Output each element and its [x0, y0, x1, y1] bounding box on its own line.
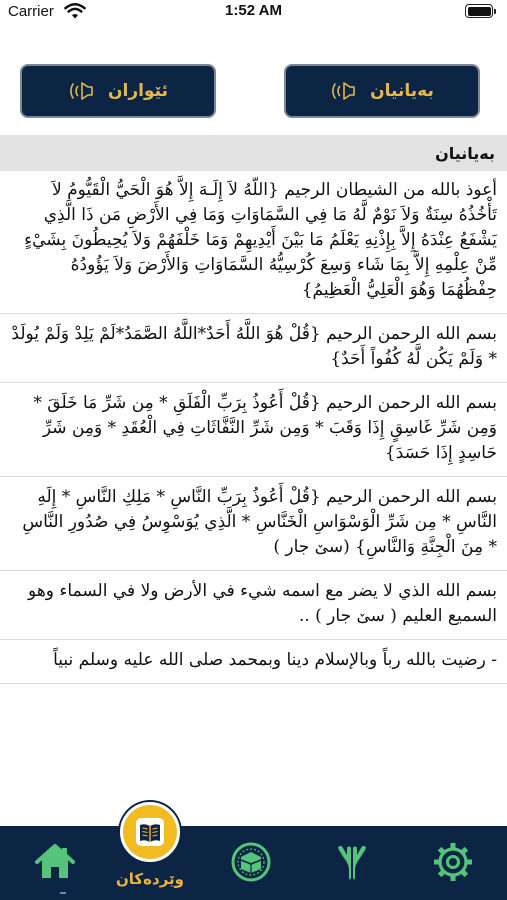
wird-circle: [120, 802, 180, 862]
evening-button[interactable]: [20, 64, 216, 118]
home-indicator: [60, 892, 66, 894]
dhikr-item: بسم الله الرحمن الرحيم {قُلْ أَعُوذُ بِرَبِّ النَّاسِ * مَلِكِ النَّاسِ * إِلَهِ النَّاسِ * مِن شَرِّ الْوَسْوَاسِ الْخَنَّاسِ * الَّذِي يُوَسْوِسُ فِي صُدُورِ النَّاسِ * مِنَ الْجِنَّةِ وَالنَّاسِ} (سێ جار ): [0, 477, 507, 571]
dhikr-item: أعوذ بالله من الشيطان الرجيم {اللّهُ لاَ إِلَـهَ إِلاَّ هُوَ الْحَيُّ الْقَيُّومُ لاَ تَأْخُذُهُ سِنَةٌ وَلاَ نَوْمٌ لَّهُ مَا فِي السَّمَاوَاتِ وَمَا فِي الأَرْضِ مَن ذَا الَّذِي يَشْفَعُ عِنْدَهُ إِلاَّ بِإِذْنِهِ يَعْلَمُ مَا بَيْنَ أَيْدِيهِمْ وَمَا خَلْفَهُمْ وَلاَ يُحِيطُونَ بِشَيْءٍ مِّنْ عِلْمِهِ إِلاَّ بِمَا شَاء وَسِعَ كُرْسِيُّهُ السَّمَاوَاتِ وَالأَرْضَ وَلاَ يَؤُودُهُ حِفْظُهُمَا وَهُوَ الْعَلِيُّ الْعَظِيمُ}: [0, 171, 507, 314]
dhikr-item: بسم الله الرحمن الرحيم {قُلْ أَعُوذُ بِرَبِّ الْفَلَقِ * مِن شَرِّ مَا خَلَقَ * وَمِن شَرِّ غَاسِقٍ إِذَا وَقَبَ * وَمِن شَرِّ النَّفَّاثَاتِ فِي الْعُقَدِ * وَمِن شَرِّ حَاسِدٍ إِذَا حَسَدَ}: [0, 383, 507, 477]
bottom-nav: [0, 826, 507, 900]
dhikr-item: بسم الله الذي لا يضر مع اسمه شيء في الأرض ولا في السماء وهو السميع العليم ( سێ جار ) ..: [0, 571, 507, 640]
period-buttons: [0, 64, 507, 118]
kaaba-emblem-icon: [229, 840, 273, 884]
dhikr-list[interactable]: [0, 171, 507, 826]
nav-home[interactable]: [22, 826, 88, 900]
praying-hands-icon: [330, 840, 374, 884]
nav-quran[interactable]: [218, 826, 284, 900]
section-title: بەیانیان: [435, 143, 495, 163]
status-time: 1:52 AM: [225, 2, 282, 19]
battery-icon: [465, 4, 493, 18]
status-bar: [0, 0, 507, 24]
morning-button[interactable]: [284, 64, 480, 118]
carrier-label: Carrier: [8, 3, 54, 20]
morning-button-label: بەیانیان: [370, 81, 434, 101]
nav-wird[interactable]: [100, 826, 200, 900]
nav-settings[interactable]: [420, 826, 486, 900]
section-header: [0, 135, 507, 171]
gear-icon: [431, 840, 475, 884]
evening-button-label: ئێواران: [108, 81, 168, 101]
quran-book-icon: [133, 815, 167, 849]
dhikr-item: بسم الله الرحمن الرحيم {قُلْ هُوَ اللَّهُ أَحَدٌ*اللَّهُ الصَّمَدُ*لَمْ يَلِدْ وَلَمْ يُولَدْ * وَلَمْ يَكُن لَّهُ كُفُواً أَحَدٌ}: [0, 314, 507, 383]
nav-dua[interactable]: [319, 826, 385, 900]
home-icon: [33, 840, 77, 884]
wird-label: وێردەکان: [116, 870, 184, 888]
speaker-icon: [330, 80, 358, 102]
speaker-icon: [68, 80, 96, 102]
dhikr-item: - رضيت بالله رباً وبالإسلام دينا وبمحمد صلى الله عليه وسلم نبياً: [0, 640, 507, 684]
